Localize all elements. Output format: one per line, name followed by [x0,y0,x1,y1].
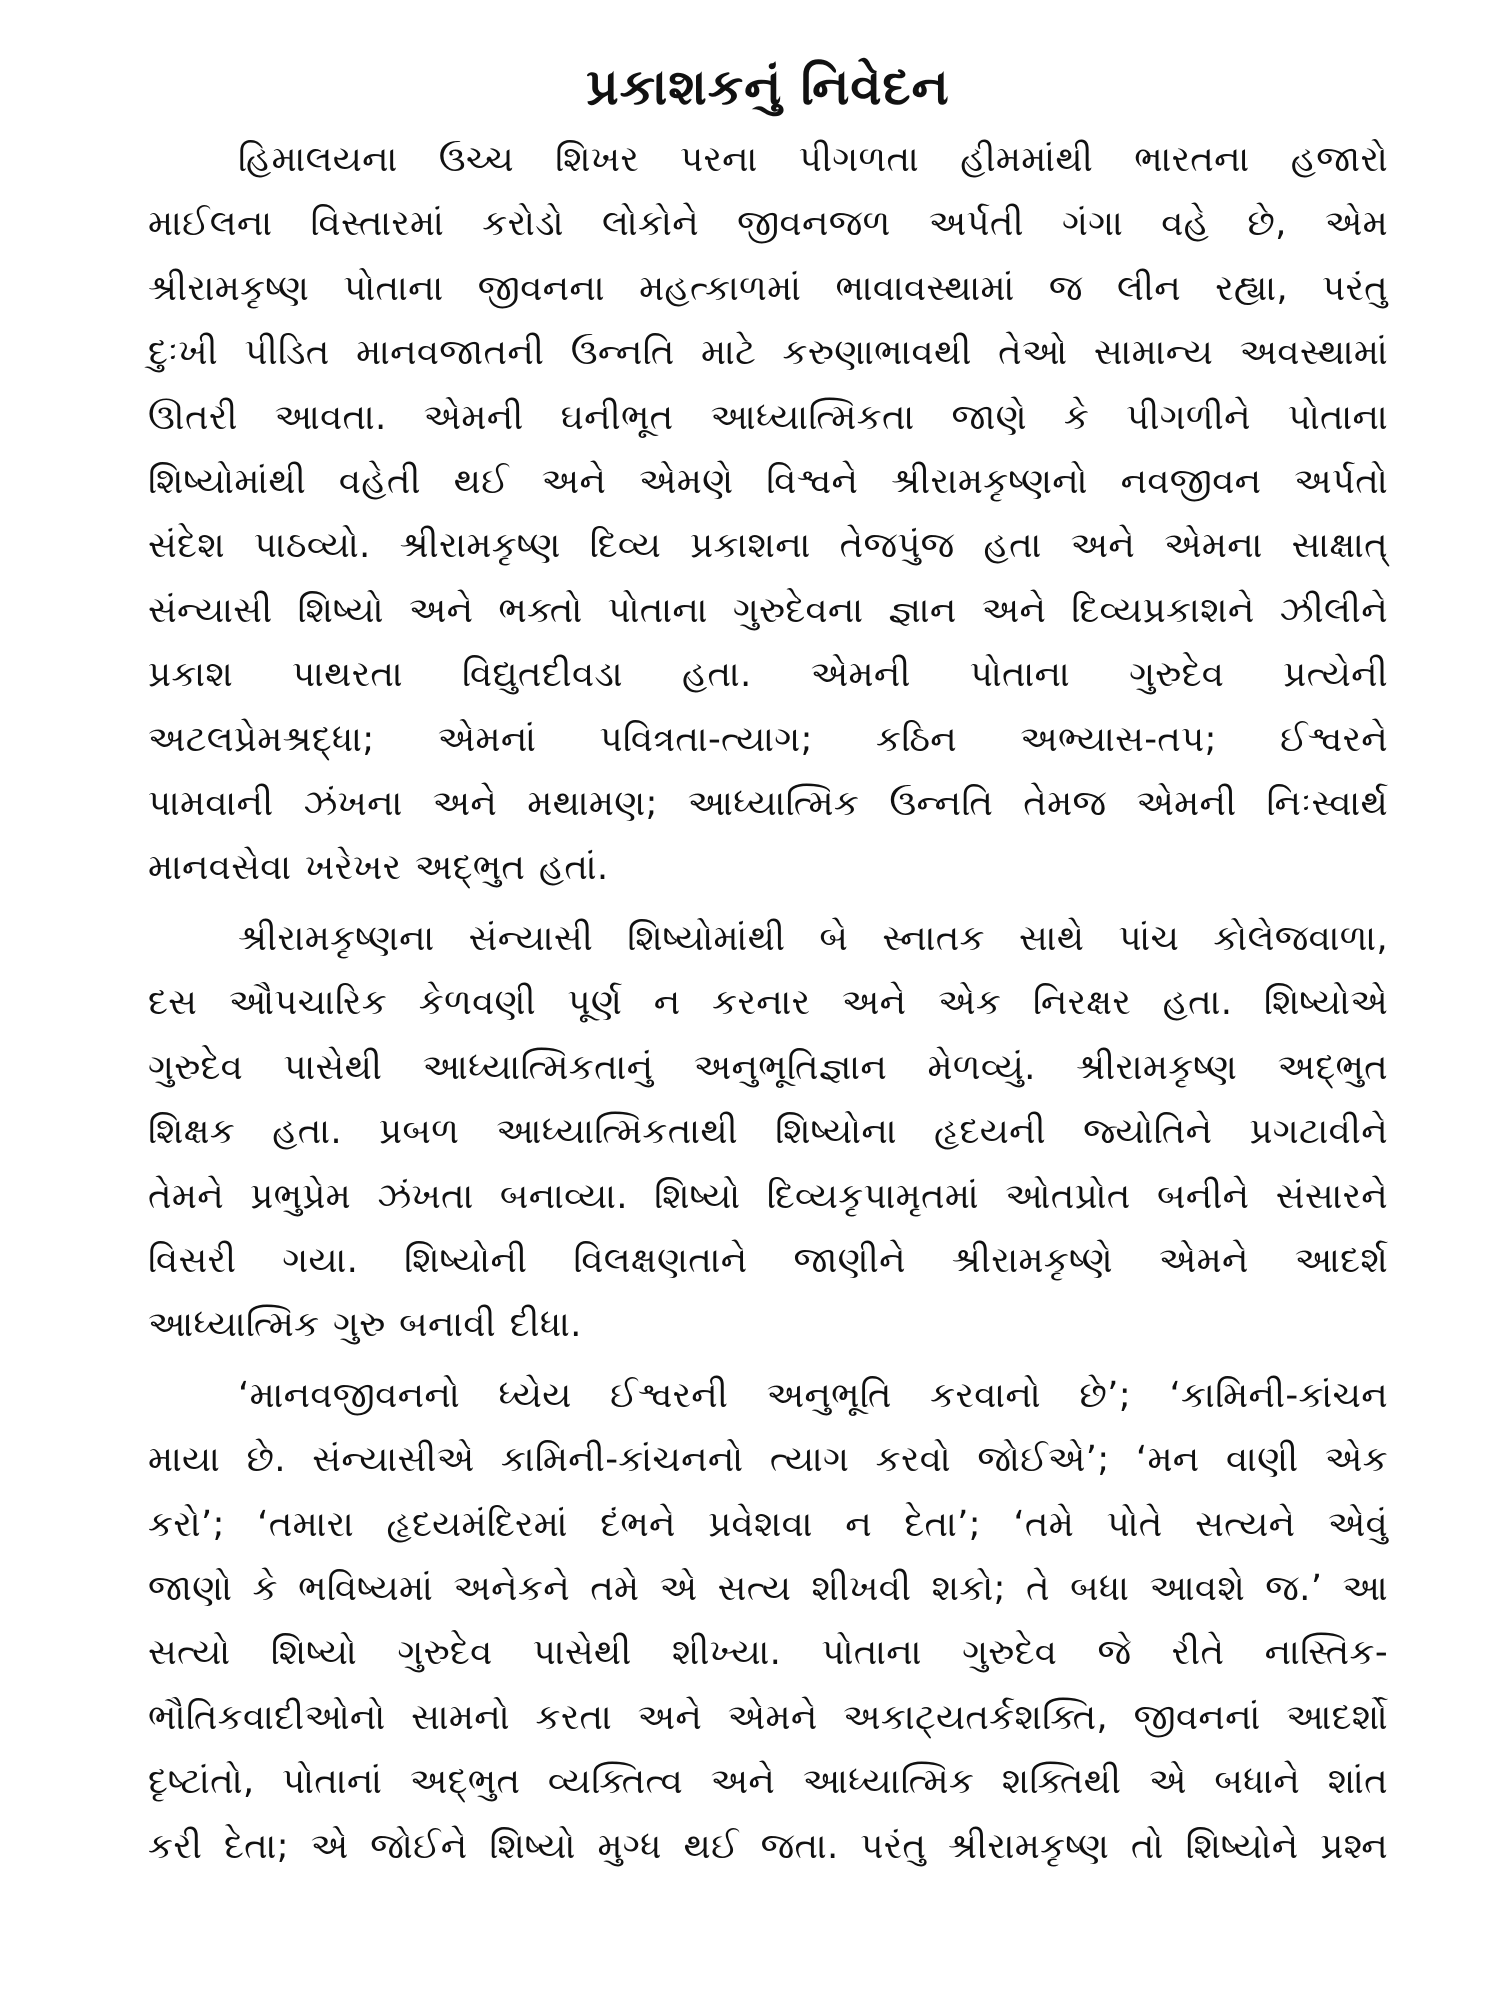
paragraph-2-line-7: આધ્યાત્મિક ગુરુ બનાવી દીધા. [148,1304,582,1346]
paragraph-2-line-2: દસ ઔપચારિક કેળવણી પૂર્ણ ન કરનાર અને એક નિરક્ષર હતા. શિષ્યોએ [148,982,1388,1024]
paragraph-2-line-3: ગુરુદેવ પાસેથી આધ્યાત્મિકતાનું અનુભૂતિજ્ઞાન મેળવ્યું. શ્રીરામકૃષ્ણ અદ્‌ભુત [148,1046,1388,1088]
paragraph-1-line-9: પ્રકાશ પાથરતા વિદ્યુતદીવડા હતા. એમની પોતાના ગુરુદેવ પ્રત્યેની [148,654,1388,696]
paragraph-1-line-3: શ્રીરામકૃષ્ણ પોતાના જીવનના મહત્કાળમાં ભાવાવસ્થામાં જ લીન રહ્યા, પરંતુ [148,267,1388,309]
paragraph-1 [148,128,1388,901]
paragraph-1-line-2: માઈલના વિસ્તારમાં કરોડો લોકોને જીવનજળ અર્પતી ગંગા વહે છે, એમ [148,203,1388,245]
paragraph-2-line-1: શ્રીરામકૃષ્ણના સંન્યાસી શિષ્યોમાંથી બે સ્નાતક સાથે પાંચ કોલેજવાળા, [238,917,1388,959]
paragraph-3-line-8: કરી દેતા; એ જોઈને શિષ્યો મુગ્ધ થઈ જતા. પરંતુ શ્રીરામકૃષ્ણ તો શિષ્યોને પ્રશ્ન [148,1825,1388,1867]
paragraph-1-line-7: સંદેશ પાઠવ્યો. શ્રીરામકૃષ્ણ દિવ્ય પ્રકાશના તેજપુંજ હતા અને એમના સાક્ષાત્ [148,525,1388,567]
paragraph-1-line-4: દુઃખી પીડિત માનવજાતની ઉન્નતિ માટે કરુણાભાવથી તેઓ સામાન્ય અવસ્થામાં [148,332,1388,374]
paragraph-3 [148,1364,1388,1879]
paragraph-1-line-11: પામવાની ઝંખના અને મથામણ; આધ્યાત્મિક ઉન્નતિ તેમજ એમની નિઃસ્વાર્થ [148,783,1388,825]
paragraph-3-line-2: માયા છે. સંન્યાસીએ કામિની-કાંચનનો ત્યાગ કરવો જોઈએ’; ‘મન વાણી એક [148,1439,1388,1481]
paragraph-1-line-12: માનવસેવા ખરેખર અદ્‌ભુત હતાં. [148,847,609,889]
page-title: પ્રકાશકનું નિવેદન [586,58,950,116]
paragraph-2 [148,907,1388,1358]
paragraph-2-line-4: શિક્ષક હતા. પ્રબળ આધ્યાત્મિકતાથી શિષ્યોના હૃદયની જ્યોતિને પ્રગટાવીને [148,1111,1388,1153]
paragraph-3-line-4: જાણો કે ભવિષ્યમાં અનેકને તમે એ સત્ય શીખવી શકો; તે બધા આવશે જ.’ આ [148,1567,1388,1609]
paragraph-3-line-6: ભૌતિકવાદીઓનો સામનો કરતા અને એમને અકાટ્યતર્કશક્તિ, જીવનનાં આદર્શો [148,1696,1388,1738]
paragraph-3-line-7: દૃષ્ટાંતો, પોતાનાં અદ્‌ભુત વ્યક્તિત્વ અને આધ્યાત્મિક શક્તિથી એ બધાને શાંત [148,1761,1388,1803]
paragraph-2-line-6: વિસરી ગયા. શિષ્યોની વિલક્ષણતાને જાણીને શ્રીરામકૃષ્ણે એમને આદર્શ [148,1239,1388,1281]
paragraph-1-line-6: શિષ્યોમાંથી વહેતી થઈ અને એમણે વિશ્વને શ્રીરામકૃષ્ણનો નવજીવન અર્પતો [148,461,1388,503]
paragraph-1-line-8: સંન્યાસી શિષ્યો અને ભક્તો પોતાના ગુરુદેવના જ્ઞાન અને દિવ્યપ્રકાશને ઝીલીને [148,589,1388,631]
paragraph-3-line-3: કરો’; ‘તમારા હૃદયમંદિરમાં દંભને પ્રવેશવા ન દેતા’; ‘તમે પોતે સત્યને એવું [148,1503,1388,1545]
paragraph-1-line-1: હિમાલયના ઉચ્ચ શિખર પરના પીગળતા હીમમાંથી ભારતના હજારો [238,139,1388,180]
paragraph-2-line-5: તેમને પ્રભુપ્રેમ ઝંખતા બનાવ્યા. શિષ્યો દિવ્યકૃપામૃતમાં ઓતપ્રોત બનીને સંસારને [148,1175,1388,1217]
paragraph-3-line-5: સત્યો શિષ્યો ગુરુદેવ પાસેથી શીખ્યા. પોતાના ગુરુદેવ જે રીતે નાસ્તિક- [148,1632,1388,1674]
paragraph-1-line-10: અટલપ્રેમશ્રદ્ધા; એમનાં પવિત્રતા-ત્યાગ; કઠિન અભ્યાસ-તપ; ઈશ્વરને [148,718,1388,760]
paragraph-3-line-1: ‘માનવજીવનનો ધ્યેય ઈશ્વરની અનુભૂતિ કરવાનો છે’; ‘કામિની-કાંચન [238,1374,1388,1416]
paragraph-1-line-5: ઊતરી આવતા. એમની ઘનીભૂત આધ્યાત્મિકતા જાણે કે પીગળીને પોતાના [148,396,1388,438]
